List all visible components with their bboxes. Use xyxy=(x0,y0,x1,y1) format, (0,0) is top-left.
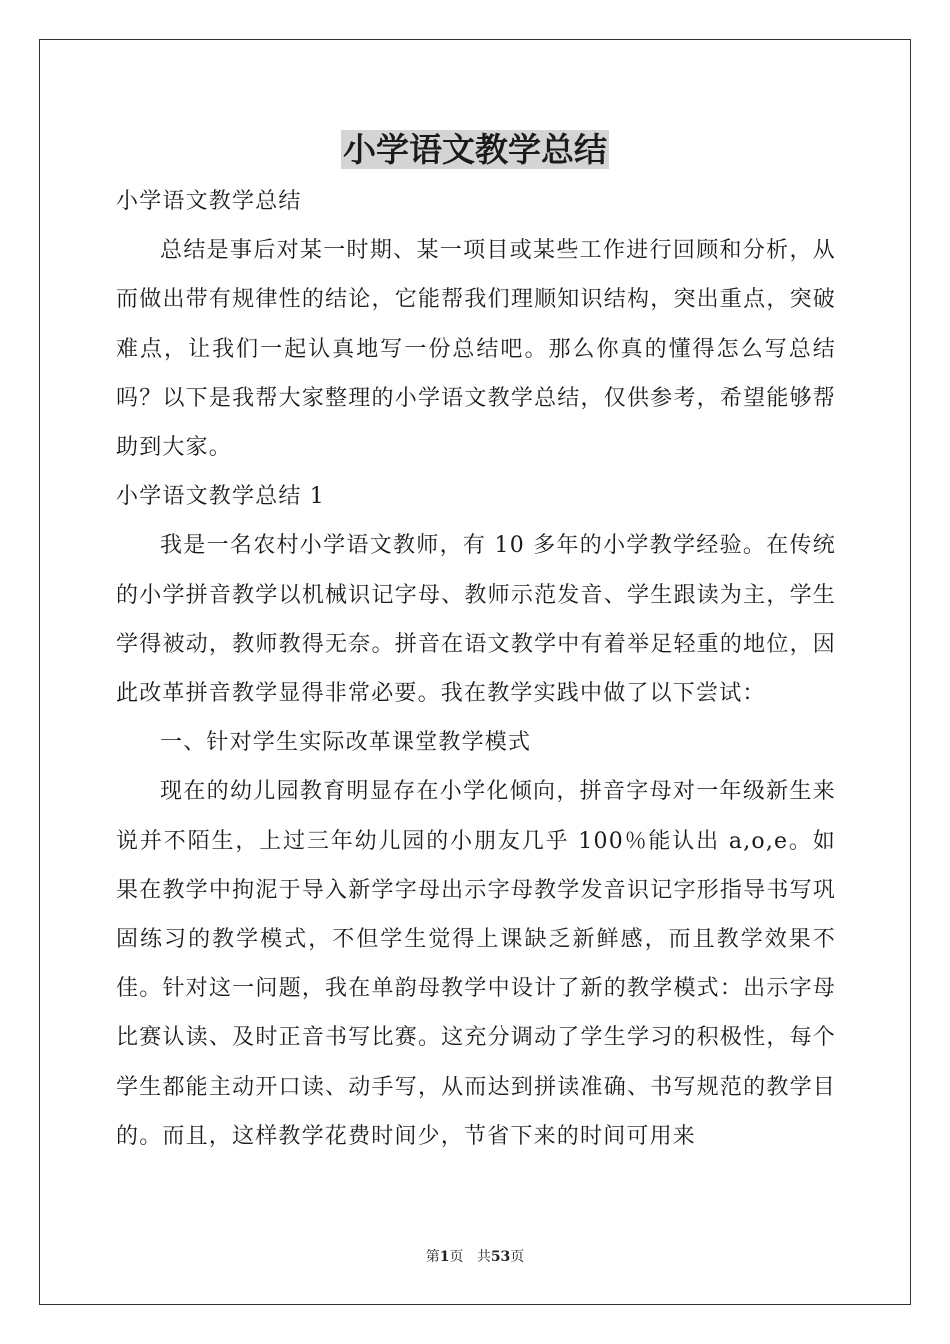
total-pages-number: 53 xyxy=(490,1249,511,1265)
paragraph: 小学语文教学总结 1 xyxy=(116,484,325,510)
current-page-number: 1 xyxy=(439,1249,450,1265)
total-suffix: 页 xyxy=(510,1249,525,1265)
paragraph: 我是一名农村小学语文教师，有 10 多年的小学教学经验。在传统的小学拼音教学以机械识记字母、教师示范发音、学生跟读为主，学生学得被动，教师教得无奈。拼音在语文教学中有着举足轻重的地位，因此改革拼音教学显得非常必要。我在教学实践中做了以下尝试： xyxy=(116,533,836,707)
paragraph: 现在的幼儿园教育明显存在小学化倾向，拼音字母对一年级新生来说并不陌生，上过三年幼儿园的小朋友几乎 100％能认出 a,o,e。如果在教学中拘泥于导入新学字母出示字母教学发音识记字形指导书写巩固练习的教学模式，不但学生觉得上课缺乏新鲜感，而且教学效果不佳。针对这一问题，我在单韵母教学中设计了新的教学模式：出示字母比赛认读、及时正音书写比赛。这充分调动了学生学习的积极性，每个学生都能主动开口读、动手写，从而达到拼读准确、书写规范的教学目的。而且，这样教学花费时间少，节省下来的时间可用来 xyxy=(116,779,836,1149)
paragraph: 总结是事后对某一时期、某一项目或某些工作进行回顾和分析，从而做出带有规律性的结论，它能帮我们理顺知识结构，突出重点，突破难点，让我们一起认真地写一份总结吧。那么你真的懂得怎么写总结吗？以下是我帮大家整理的小学语文教学总结，仅供参考，希望能够帮助到大家。 xyxy=(116,238,836,461)
document-body xyxy=(116,177,836,1161)
document-title xyxy=(0,127,950,173)
page-footer xyxy=(0,1248,950,1266)
total-prefix: 共 xyxy=(476,1249,491,1265)
page-suffix: 页 xyxy=(449,1249,464,1265)
paragraph: 小学语文教学总结 xyxy=(116,189,302,214)
page-prefix: 第 xyxy=(425,1249,440,1265)
document-title-text: 小学语文教学总结 xyxy=(343,130,607,169)
paragraph: 一、针对学生实际改革课堂教学模式 xyxy=(160,730,532,756)
